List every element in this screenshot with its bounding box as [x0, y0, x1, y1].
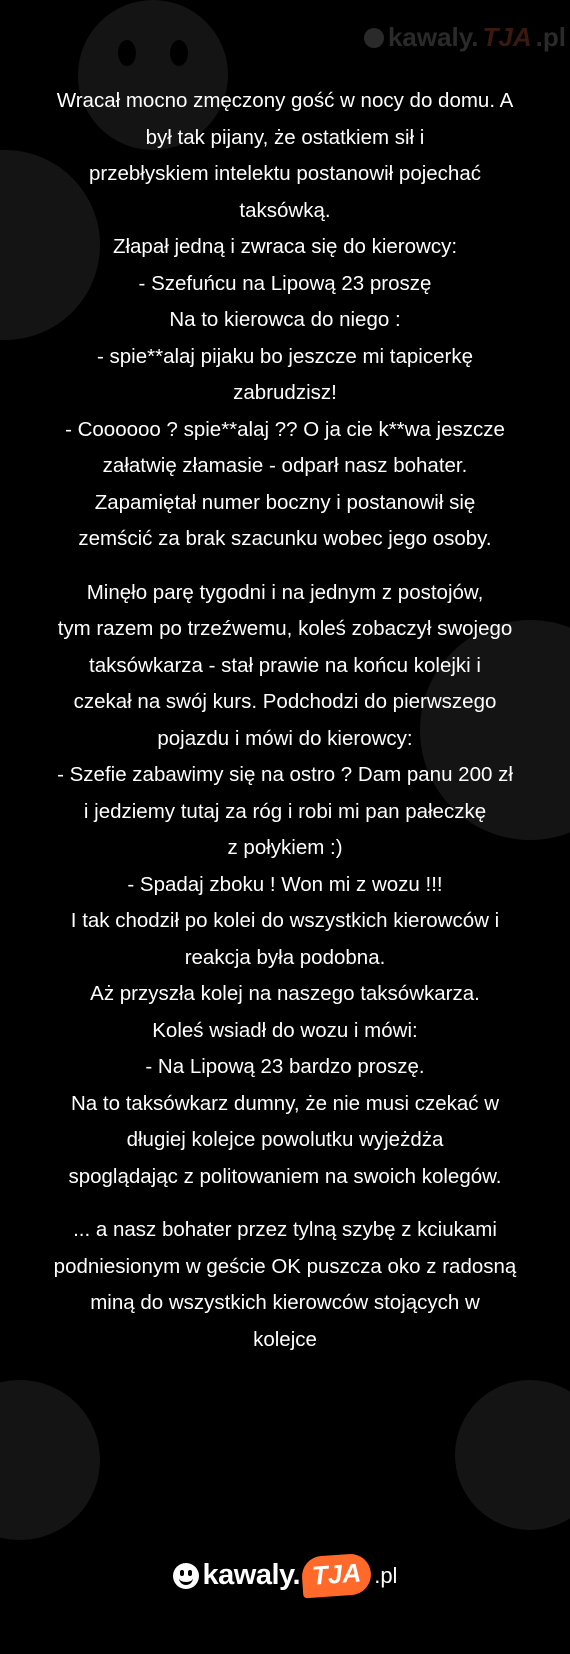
logo-badge: TJA [301, 1553, 373, 1599]
joke-text [20, 83, 550, 1358]
story-line: - spie**alaj pijaku bo jeszcze mi tapicerkę [96, 344, 473, 368]
smiley-icon [173, 1563, 199, 1589]
watermark-brand: kawaly. [387, 22, 479, 52]
story-line: I tak chodził po kolei do wszystkich kierowców i [70, 909, 500, 932]
story-line: - Coooooo ? spie**alaj ?? O ja cie k**wa jeszcze [65, 417, 505, 441]
story-line: czekał na swój kurs. Podchodzi do pierwszego [73, 690, 497, 713]
story-line: Koleś wsiadł do wozu i mówi: [152, 1018, 418, 1042]
story-line: długiej kolejce powolutku wyjeżdża [126, 1128, 444, 1151]
story-line: - Szefuńcu na Lipową 23 proszę [138, 271, 432, 295]
logo-brand: kawaly. [202, 1559, 301, 1591]
story-line: tym razem po trzeźwemu, koleś zobaczył swojego [57, 617, 513, 640]
story-line: zabrudzisz! [233, 381, 337, 404]
story-line: Wracał mocno zmęczony gość w nocy do domu. A [56, 89, 514, 112]
paragraph-3 [20, 1212, 550, 1358]
story-line: - Spadaj zboku ! Won mi z wozu !!! [127, 872, 443, 896]
story-line: Na to kierowca do niego : [169, 308, 401, 331]
logo-tld: .pl [374, 1562, 398, 1588]
story-line: taksówką. [239, 198, 331, 222]
story-line: podniesionym w geście OK puszcza oko z radosną [53, 1254, 517, 1278]
story-line: z połykiem :) [227, 836, 343, 859]
smiley-icon [364, 28, 384, 48]
story-line: spoglądając z politowaniem na swoich kolegów. [68, 1164, 502, 1188]
story-line: Zapamiętał numer boczny i postanowił się [94, 490, 476, 514]
story-line: przebłyskiem intelektu postanowił pojechać [89, 162, 481, 185]
story-line: - Szefie zabawimy się na ostro ? Dam panu 200 zł [57, 763, 513, 786]
story-line: Minęło parę tygodni i na jednym z postojów, [86, 580, 484, 604]
watermark-logo [364, 22, 566, 53]
story-line: Aż przyszła kolej na naszego taksówkarza. [90, 982, 480, 1005]
background-smiley-icon [455, 1380, 570, 1530]
paragraph-2 [20, 575, 550, 1196]
background-smiley-icon [0, 1380, 100, 1540]
story-line: reakcja była podobna. [184, 945, 386, 969]
story-line: miną do wszystkich kierowców stojących w [90, 1291, 480, 1314]
story-line: pojazdu i mówi do kierowcy: [157, 726, 413, 750]
story-line: Złapał jedną i zwraca się do kierowcy: [112, 235, 458, 258]
story-line: załatwię złamasie - odparł nasz bohater. [102, 454, 468, 477]
story-line: był tak pijany, że ostatkiem sił i [145, 125, 425, 149]
story-line: i jedziemy tutaj za róg i robi mi pan pałeczkę [83, 799, 487, 823]
story-line: taksówkarza - stał prawie na końcu kolejki i [89, 653, 481, 677]
paragraph-1 [20, 83, 550, 558]
site-logo[interactable] [0, 1555, 570, 1596]
story-line: Na to taksówkarz dumny, że nie musi czekać w [71, 1091, 499, 1115]
story-line: kolejce [253, 1327, 317, 1351]
story-line: - Na Lipową 23 bardzo proszę. [145, 1055, 425, 1078]
story-line: zemścić za brak szacunku wobec jego osoby. [78, 527, 492, 550]
watermark-tld: .pl [535, 22, 566, 52]
watermark-badge: TJA [482, 22, 532, 52]
story-line: ... a nasz bohater przez tylną szybę z kciukami [73, 1218, 497, 1241]
